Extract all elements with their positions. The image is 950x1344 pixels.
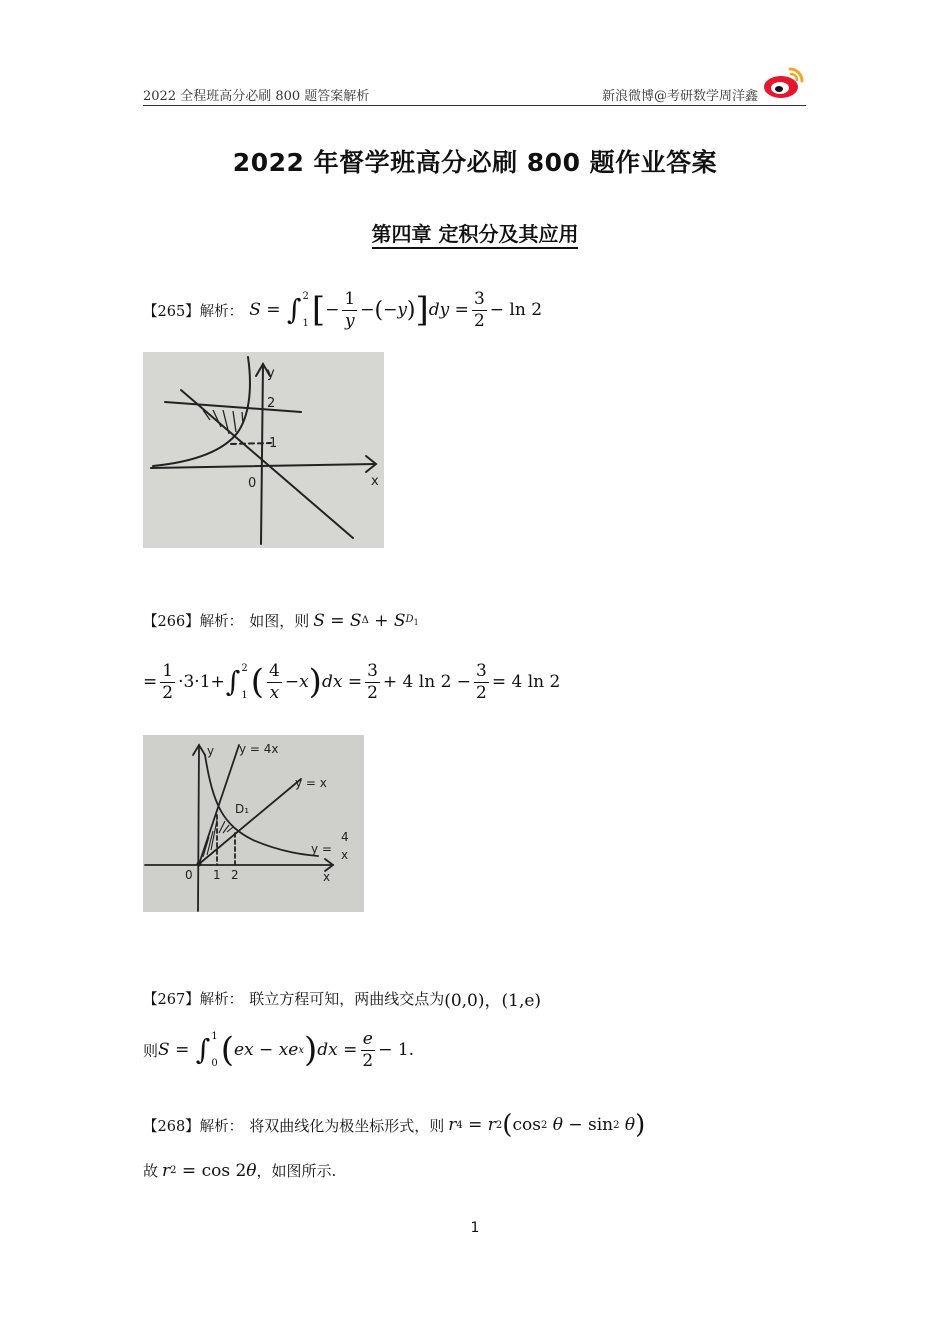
q266-figure (143, 735, 364, 912)
q265-solution (143, 290, 542, 330)
page-header (143, 83, 806, 106)
fig266-label-four: 4 (341, 830, 349, 844)
fig266-y-label: y (207, 744, 215, 758)
q267-points: (0,0)，(1,e) (444, 991, 542, 1011)
page-title: 2022 年督学班高分必刷 800 题作业答案 (232, 148, 718, 177)
line-y2 (165, 402, 301, 412)
line-y4x (199, 745, 239, 864)
q267-then: 则 (143, 1041, 159, 1060)
fig266-origin: 0 (185, 868, 193, 882)
q265-label: 【265】解析： (143, 303, 244, 320)
q266-formula-line (143, 662, 560, 702)
fig265-x-label: x (371, 474, 379, 489)
q267-formula: S = ∫ 1 0 ( ex − xe x ) dx = $\frac{e}{2}$ − 1. (158, 1029, 415, 1071)
page-number: 1 (470, 1220, 480, 1236)
curve-neg-1-over-y (153, 357, 250, 466)
fig265-label-2: 2 (267, 396, 276, 411)
q268-formula-a: r 4 = r 2 ( cos 2 θ − sin 2 θ ) (448, 1110, 646, 1140)
q265-figure (143, 352, 384, 548)
header-right-text: 新浪微博@考研数学周洋鑫 (601, 89, 758, 104)
q268-text3: ，如图所示. (256, 1162, 337, 1180)
q265-formula: S = ∫ 2 1 [ − $\frac{1}{y}$ − ( − y ) ] dy = $\frac{3}{2}$ − ln 2 (249, 289, 543, 331)
q266-solution (143, 610, 419, 631)
x-axis (151, 464, 375, 468)
chapter-heading: 第四章 定积分及其应用 (0, 218, 950, 247)
q266-graph (143, 735, 364, 912)
fig266-label-D1: D₁ (235, 802, 250, 816)
q265-graph (143, 352, 384, 548)
curve-4-over-x (205, 755, 318, 856)
fig266-label-y4x: y = 4x (239, 742, 279, 756)
y-axis (198, 745, 199, 911)
q268-label: 【268】解析： (143, 1118, 244, 1135)
fig265-label-1: 1 (269, 436, 278, 451)
q267-solution (143, 986, 541, 1011)
fig265-y-label: y (267, 366, 275, 381)
q267-formula-line (143, 1030, 414, 1070)
fig266-tick-2: 2 (231, 868, 239, 882)
q267-label: 【267】解析： (143, 992, 244, 1008)
dashed-y1 (231, 443, 271, 444)
fig266-label-yx: y = x (295, 776, 327, 790)
q266-formula-a: S = S Δ + S $D_1$ (313, 610, 419, 631)
q266-label: 【266】解析： (143, 614, 244, 630)
fig266-tick-1: 1 (213, 868, 221, 882)
y-axis (261, 364, 263, 544)
weibo-logo-icon (762, 63, 806, 101)
q266-formula-b: = $\frac{1}{2}$ ·3·1+ ∫ 2 1 ( $\frac{4}{x}$ − x ) dx = $\frac{3}{2}$ + 4 ln 2 − $\frac{3}{2}$ = 4 ln 2 (143, 661, 561, 703)
q266-text: 如图，则 (249, 612, 310, 630)
header-left-text: 2022 全程班高分必刷 800 题答案解析 (143, 89, 370, 104)
fig265-origin-label: 0 (248, 476, 257, 491)
q268-text2: 故 (143, 1162, 159, 1180)
q268-solution (143, 1110, 645, 1140)
q268-line2 (143, 1160, 336, 1181)
fig266-label-y4overx: y = (311, 842, 332, 856)
fig266-label-xx: x (341, 848, 349, 862)
q268-formula-b: r 2 = cos 2 θ (162, 1160, 257, 1181)
q268-text: 将双曲线化为极坐标形式，则 (249, 1116, 445, 1135)
fig266-x-label: x (323, 870, 331, 884)
q267-text: 联立方程可知，两曲线交点为 (249, 990, 445, 1008)
